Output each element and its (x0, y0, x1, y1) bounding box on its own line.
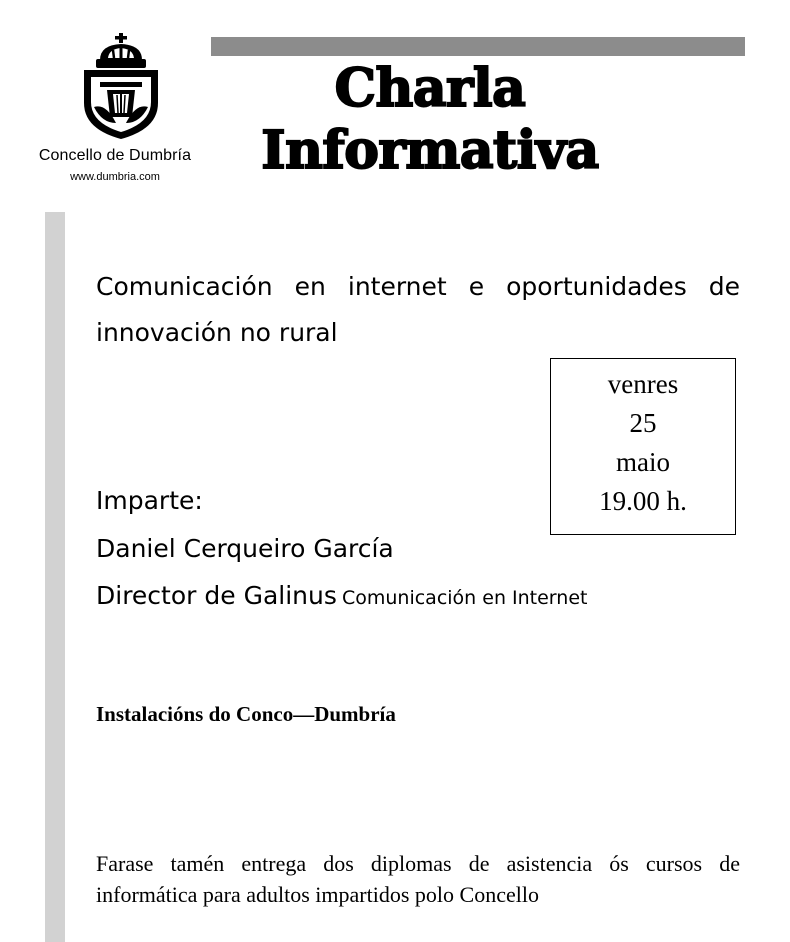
footer-note: Farase tamén entrega dos diplomas de asistencia ós cursos de informática para adultos impartidos polo Concello (96, 851, 740, 907)
coat-of-arms-icon (78, 33, 164, 141)
organization-name: Concello de Dumbría (38, 147, 192, 164)
title-line-2: Informativa (261, 120, 599, 181)
date-weekday: venres (607, 369, 679, 399)
speaker-role-suffix: Comunicación en Internet (341, 587, 588, 609)
side-rule (45, 212, 65, 942)
date-month: maio (616, 447, 670, 477)
title-line-1: Charla (334, 58, 526, 119)
talk-subject: Comunicación en internet e oportunidades de innovación no rural (96, 272, 740, 347)
header-rule (211, 37, 745, 56)
date-box (550, 358, 736, 535)
venue: Instalacións do Conco—Dumbría (96, 702, 396, 726)
page-title (200, 58, 660, 182)
speaker-role (96, 573, 587, 622)
speaker-name: Daniel Cerqueiro García (96, 534, 394, 563)
speaker-label: Imparte: (96, 486, 203, 515)
date-time: 19.00 h. (599, 486, 687, 516)
date-day: 25 (629, 408, 657, 438)
speaker-role-title: Director de Galinus (96, 581, 337, 610)
organization-url: www.dumbria.com (70, 171, 160, 183)
